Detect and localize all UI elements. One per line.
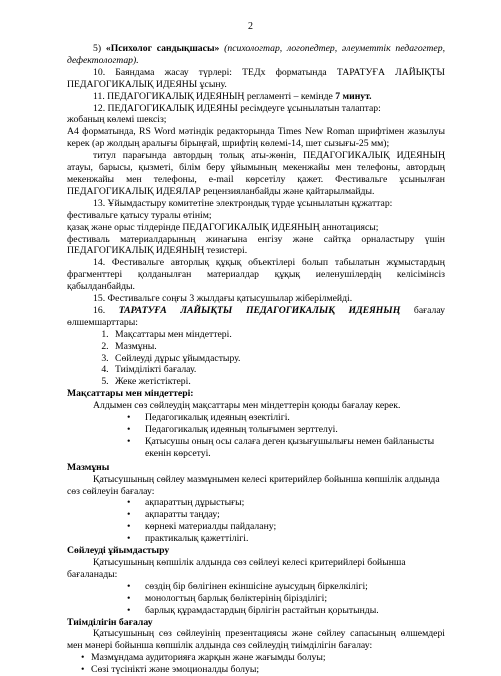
org-item: • монологтың барлық бөліктерінің бірізділігі;	[127, 593, 445, 605]
item-5-number: 5)	[93, 43, 106, 54]
org-item: • барлық құрамдастардың бірлігін растайтын қорытынды.	[127, 605, 445, 617]
content-item: • ақпаратты таңдау;	[127, 509, 445, 521]
para-15: 15. Фестивальге соңғы 3 жылдағы қатысушылар жіберілмейді.	[93, 293, 353, 305]
para-12-item-a: жобаның көлемі шексіз;	[67, 114, 167, 126]
para-11-text: 11. ПЕДАГОГИКАЛЫҚ ИДЕЯНЫҢ регламенті – кемінде	[93, 90, 336, 102]
criteria-item: 2. Мазмұны.	[111, 341, 445, 353]
para-10: 10. Баяндама жасау түрлері: ТЕДх форматында ТАРАТУҒА ЛАЙЫҚТЫ ПЕДАГОГИКАЛЫҚ ИДЕЯНЫ ұсыну.	[67, 66, 445, 90]
para-13: 13. Ұйымдастыру комитетіне электрондық түрде ұсынылатын құжаттар:	[93, 197, 393, 209]
para-13-item-a: фестивальге қатысу туралы өтінім;	[67, 209, 212, 221]
content-item: • ақпараттың дұрыстығы;	[127, 497, 445, 509]
eff-heading: Тиімділігін бағалау	[67, 616, 153, 628]
goals-intro: Алдымен сөз сөйлеудің мақсаттары мен міндеттерін қоюды бағалау керек.	[93, 400, 401, 412]
criteria-list	[67, 329, 445, 389]
eff-intro: Қатысушының сөз сөйлеуінің презентациясы және сөйлеу сапасының өлшемдері мен мәнері бойынша көпшілік алдында сөз сөйлеудің тиімділігін бағалау:	[67, 628, 445, 652]
item-5-note: (психологтар, логопедтер, әлеуметтік педагогтер, дефектологтар).	[67, 43, 445, 66]
item-5-title: «Психолог сандықшасы»	[105, 43, 220, 54]
org-heading: Сөйлеуді ұйымдастыру	[67, 545, 170, 557]
criteria-item: 3. Сөйлеуді дұрыс ұйымдастыру.	[111, 353, 445, 365]
content-heading: Мазмұны	[67, 461, 110, 473]
eff-item: • Мазмұндама аудиторияға жарқын және жағымды болуы;	[81, 652, 445, 664]
document-body	[67, 43, 445, 676]
goals-item: • Педагогикалық идеяның толығымен зерттелуі.	[127, 424, 445, 436]
para-16-text: бағалау өлшемшарттары:	[67, 304, 445, 328]
para-12-item-c: титул парағында автордың толық аты-жөнін, ПЕДАГОГИКАЛЫҚ ИДЕЯНЫҢ атауы, барысы, қызметі, білім беру ұйымының мекенжайы мен телефоны, автордың мекенжайы мен телефоны, e-mail көрсетілу қажет. Фестивальге ұсынылған ПЕДАГОГИКАЛЫҚ ИДЕЯЛАР рецензияланбайды және қайтарылмайды.	[67, 150, 445, 197]
goals-heading: Мақсаттары мен міндеттері:	[67, 388, 194, 400]
para-16-number: 16.	[93, 304, 119, 316]
para-14: 14. Фестивальге авторлық құқық объектілері болып табылатын жұмыстардың фрагменттері қолданылған материалдар құқық иеленушілердің келісімінсіз қабылданбайды.	[67, 257, 445, 293]
para-13-item-c: фестиваль материалдарының жинағына енгізу және сайтқа орналастыру үшін ПЕДАГОГИКАЛЫҚ ИДЕЯНЫҢ тезистері.	[67, 233, 445, 257]
org-list	[67, 581, 445, 617]
content-item: • көрнекі материалды пайдалану;	[127, 521, 445, 533]
item-5	[67, 43, 445, 67]
para-13-item-b: қазақ және орыс тілдерінде ПЕДАГОГИКАЛЫҚ ИДЕЯНЫҢ аннотациясы;	[67, 221, 379, 233]
para-16	[67, 305, 445, 329]
page-number: 2	[248, 21, 253, 32]
eff-item: • Сөзі түсінікті және эмоционалды болуы;	[81, 664, 445, 676]
para-11-duration: 7 минут.	[335, 90, 372, 102]
eff-list	[67, 652, 445, 676]
content-item: • практикалық қажеттілігі.	[127, 533, 445, 545]
org-item: • сөздің бір бөлігінен екіншісіне ауысудың біркелкілігі;	[127, 581, 445, 593]
criteria-item: 5. Жеке жетістіктері.	[111, 376, 445, 388]
para-16-title: ТАРАТУҒА ЛАЙЫҚТЫ ПЕДАГОГИКАЛЫҚ ИДЕЯНЫҢ	[118, 304, 401, 316]
org-intro: Қатысушының көпшілік алдында сөз сөйлеуі келесі критерийлері бойынша бағаланады:	[67, 556, 406, 580]
goals-item: • Педагогикалық идеяның өзектілігі.	[127, 412, 445, 424]
criteria-item: 1. Мақсаттары мен міндеттері.	[111, 329, 445, 341]
criteria-item: 4. Тиімділікті бағалау.	[111, 364, 445, 376]
para-11	[67, 91, 445, 103]
para-12: 12. ПЕДАГОГИКАЛЫҚ ИДЕЯНЫ ресімдеуге ұсынылатын талаптар:	[93, 102, 381, 114]
para-12-item-b: А4 форматында, RS Word мәтіндік редакторында Times New Roman шрифтімен жазылуы керек (әр жолдың аралығы бірыңғай, шрифтің көлемі-14, шет сызығы-25 мм);	[67, 126, 445, 150]
content-list	[67, 497, 445, 545]
goals-list	[67, 412, 445, 460]
content-intro: Қатысушының сөйлеу мазмұнымен келесі критерийлер бойынша көпшілік алдында сөз сөйлеуін бағалау:	[67, 473, 440, 497]
goals-item: • Қатысушы оның осы салаға деген қызығушылығы немен байланысты екенін көрсетуі.	[127, 436, 445, 460]
